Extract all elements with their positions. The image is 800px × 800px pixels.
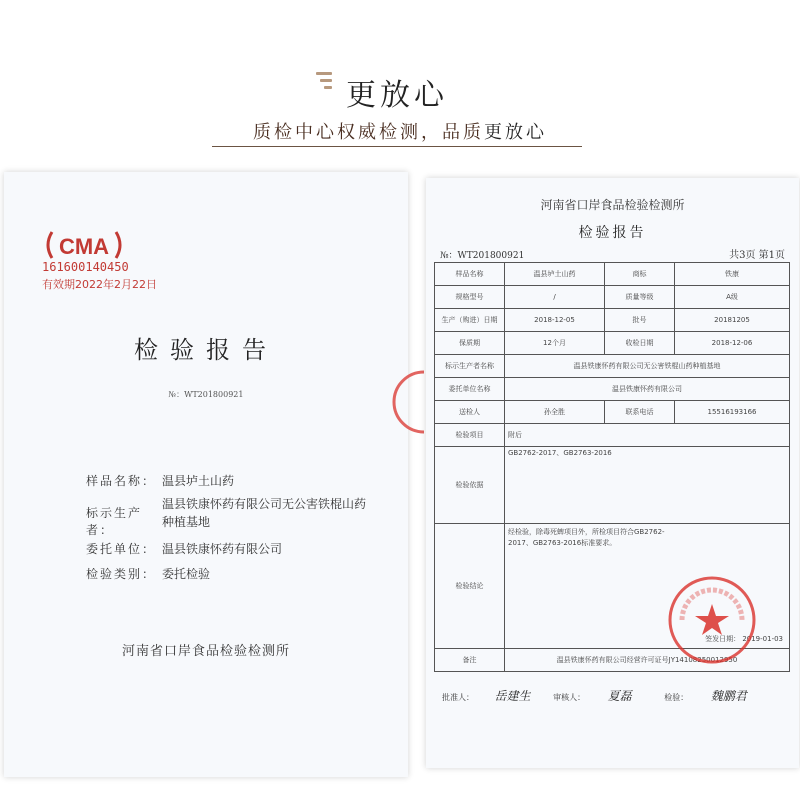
report-title: 检验报告 — [578, 225, 647, 241]
page-count: 共3页 第1页 — [729, 250, 785, 261]
tester-signature: 魏鹏 — [710, 689, 735, 703]
field-label: 标示生产者： — [86, 506, 143, 537]
institute-name: 河南省口岸食品检验检测所 — [121, 644, 290, 659]
cell-value: 附后 — [505, 424, 790, 447]
cell-label: 商标 — [605, 263, 675, 286]
cell-label: 样品名称 — [435, 263, 505, 286]
cell-label: 保质期 — [435, 332, 505, 355]
reviewer-signature: 夏磊 — [607, 689, 632, 703]
subtitle-text: 质检中心权威检测，品质 — [253, 122, 484, 143]
tester-label: 检验： — [664, 693, 689, 702]
cell-label: 备注 — [435, 649, 505, 672]
cell-label: 联系电话 — [605, 401, 675, 424]
table-row — [435, 424, 790, 447]
field-label: 样品名称： — [86, 474, 157, 488]
cell-value: 温县铁康怀药有限公司 — [505, 378, 790, 401]
field-client — [86, 540, 162, 557]
report-number: №：WT201800921 — [168, 390, 244, 399]
title-decoration-icon — [316, 70, 336, 100]
field-sample-name — [86, 472, 162, 489]
cell-label: 检验依据 — [435, 447, 505, 524]
cell-value: 20181205 — [675, 309, 790, 332]
field-value: 委托检验 — [162, 567, 211, 581]
field-label: 检验类别： — [86, 567, 157, 581]
sign-date: 签发日期： 2019-01-03 — [705, 635, 783, 643]
table-row — [435, 286, 790, 309]
subtitle-underline — [212, 146, 582, 147]
cell-label: 批号 — [605, 309, 675, 332]
cell-label: 标示生产者名称 — [435, 355, 505, 378]
cma-logo — [46, 228, 122, 262]
cell-value: / — [505, 286, 605, 309]
field-value: 温县铁康怀药有限公司 — [162, 542, 283, 556]
half-seal-icon — [388, 362, 424, 442]
table-row — [435, 378, 790, 401]
table-row — [435, 332, 790, 355]
cell-label: 检验结论 — [435, 524, 505, 649]
report-number: №：WT201800921 — [440, 251, 525, 261]
table-row — [435, 355, 790, 378]
cell-value: 温县铁康怀药有限公司无公害铁棍山药种植基地 — [505, 355, 790, 378]
table-row — [435, 263, 790, 286]
cell-label: 委托单位名称 — [435, 378, 505, 401]
official-seal-icon — [666, 574, 758, 666]
page-subtitle — [0, 118, 800, 144]
signature-row — [442, 687, 787, 704]
page-title: 更放心 — [346, 78, 448, 113]
cell-label: 送检人 — [435, 401, 505, 424]
cell-value: 温县铁康怀药有限公司经营许可证号JY14108250012950 — [505, 649, 790, 672]
report-detail-page — [426, 178, 799, 768]
table-row — [435, 401, 790, 424]
cell-value: 2018-12-05 — [505, 309, 605, 332]
field-producer — [86, 504, 162, 538]
cell-value: GB2762-2017、GB2763-2016 — [505, 447, 790, 524]
table-row — [435, 447, 790, 524]
cell-value: 2018-12-06 — [675, 332, 790, 355]
field-label: 委托单位： — [86, 542, 157, 556]
reviewer-label: 审核人： — [553, 693, 586, 702]
cell-label: 质量等级 — [605, 286, 675, 309]
institute-heading: 河南省口岸食品检验检测所 — [540, 198, 685, 212]
cell-label: 收检日期 — [605, 332, 675, 355]
cma-valid-date: 有效期2022年2月22日 — [42, 278, 157, 291]
approver-signature: 岳建生 — [494, 689, 531, 703]
cell-label: 规格型号 — [435, 286, 505, 309]
cell-value: A级 — [675, 286, 790, 309]
report-title: 检验报告 — [134, 336, 278, 364]
subtitle-highlight: 更放心 — [484, 122, 547, 143]
cell-label: 检验项目 — [435, 424, 505, 447]
cell-value: 温县垆土山药 — [505, 263, 605, 286]
conclusion-text: 经检验，除毒死蜱项目外，所检项目符合GB2762-2017、GB2763-2016标准要求。 — [508, 528, 665, 547]
field-value: 温县铁康怀药有限公司无公害铁棍山药种植基地 — [162, 497, 367, 529]
cell-value: 铁康 — [675, 263, 790, 286]
cma-logo-text: CMA — [58, 234, 110, 259]
table-row — [435, 309, 790, 332]
cell-value: 孙全胜 — [505, 401, 605, 424]
field-value: 温县垆土山药 — [162, 474, 235, 488]
field-test-type — [86, 565, 162, 582]
cma-number: 161600140450 — [42, 260, 129, 274]
cell-value: 15516193166 — [675, 401, 790, 424]
cell-label: 生产（购进）日期 — [435, 309, 505, 332]
approver-label: 批准人： — [442, 693, 474, 702]
cell-value: 12个月 — [505, 332, 605, 355]
tester-signature-tail: 君 — [734, 689, 747, 703]
report-cover-page — [4, 172, 408, 777]
